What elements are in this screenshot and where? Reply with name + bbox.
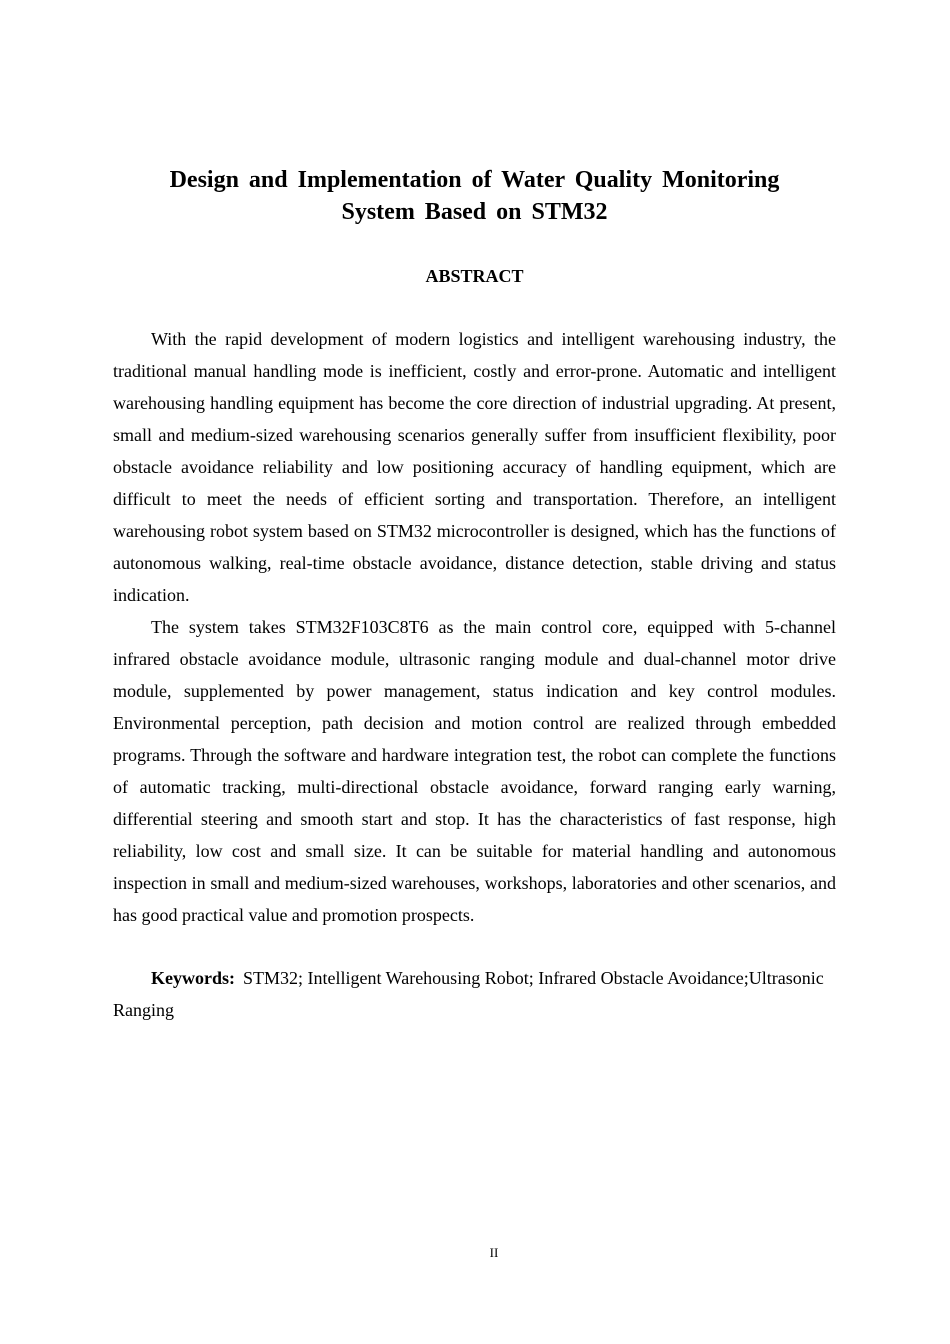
- abstract-body: [113, 323, 836, 931]
- abstract-heading: ABSTRACT: [425, 266, 524, 286]
- keywords-value: STM32; Intelligent Warehousing Robot; Infrared Obstacle Avoidance;Ultrasonic Ranging: [113, 968, 824, 1020]
- abstract-paragraph-2: The system takes STM32F103C8T6 as the main control core, equipped with 5-channel infrared obstacle avoidance module, ultrasonic ranging module and dual-channel motor drive module, supplemented by power management, status indication and key control modules. Environmental perception, path decision and motion control are realized through embedded programs. Through the software and hardware integration test, the robot can complete the functions of automatic tracking, multi-directional obstacle avoidance, forward ranging early warning, differential steering and smooth start and stop. It has the characteristics of fast response, high reliability, low cost and small size. It can be suitable for material handling and autonomous inspection in small and medium-sized warehouses, workshops, laboratories and other scenarios, and has good practical value and promotion prospects.: [113, 617, 836, 925]
- title-line-1: Design and Implementation of Water Quality Monitoring: [169, 167, 780, 193]
- page-number: II: [489, 1245, 499, 1260]
- keywords-label: Keywords:: [151, 968, 235, 988]
- abstract-paragraph-1: With the rapid development of modern logistics and intelligent warehousing industry, the traditional manual handling mode is inefficient, costly and error-prone. Automatic and intelligent warehousing handling equipment has become the core direction of industrial upgrading. At present, small and medium-sized warehousing scenarios generally suffer from insufficient flexibility, poor obstacle avoidance reliability and low positioning accuracy of handling equipment, which are difficult to meet the needs of efficient sorting and transportation. Therefore, an intelligent warehousing robot system based on STM32 microcontroller is designed, which has the functions of autonomous walking, real-time obstacle avoidance, distance detection, stable driving and status indication.: [113, 329, 836, 605]
- document-title: [113, 164, 836, 228]
- keywords-line: [113, 962, 836, 1026]
- title-line-2: System Based on STM32: [341, 199, 608, 225]
